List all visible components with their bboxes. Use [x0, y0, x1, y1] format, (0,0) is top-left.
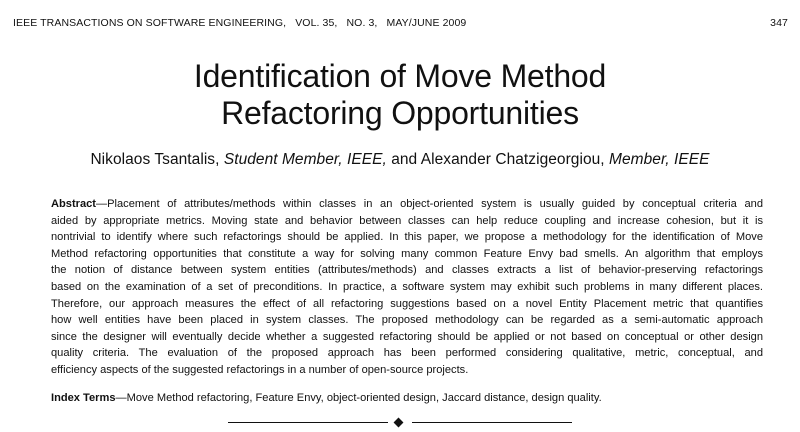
separator-rule-left: [228, 422, 388, 423]
author-connector: and: [386, 151, 421, 168]
diamond-icon: [394, 418, 404, 428]
abstract-line: Therefore, our approach measures the effect of all refactoring suggestions based on a novel Entity Placement metric that quantifies: [51, 297, 763, 310]
abstract-line: aided by appropriate metrics. Moving state and behavior between classes can help reduce coupling and increase cohesion, but it is: [51, 214, 763, 227]
separator-rule-right: [412, 422, 572, 423]
abstract-line: based on the examination of a set of preconditions. In practice, a software system may exhibit such problems in many different places.: [51, 280, 763, 293]
title-line-1: Identification of Move Method: [193, 58, 607, 94]
index-terms-text: —Move Method refactoring, Feature Envy, object-oriented design, Jaccard distance, design quality.: [115, 392, 602, 404]
author-1-role: Student Member, IEEE,: [223, 151, 387, 168]
abstract-line: how well entities have been placed in system classes. The proposed methodology can be regarded as a semi-automatic approach: [51, 314, 763, 327]
abstract-line: [51, 196, 763, 213]
index-terms: [51, 390, 763, 406]
abstract-label: Abstract: [51, 198, 97, 210]
abstract-line: quality criteria. The evaluation of the proposed approach has been performed considering qualitative, metric, conceptual, and: [51, 347, 763, 360]
abstract: [51, 196, 763, 379]
abstract-line: efficiency aspects of the suggested refactorings in a number of open-source projects.: [51, 363, 469, 376]
title-line-2: Refactoring Opportunities: [221, 95, 579, 131]
paper-title: [0, 58, 800, 132]
page-number: 347: [770, 17, 788, 29]
journal-header: IEEE TRANSACTIONS ON SOFTWARE ENGINEERING, VOL. 35, NO. 3, MAY/JUNE 2009: [13, 17, 467, 29]
author-1-name: Nikolaos Tsantalis,: [90, 151, 220, 168]
abstract-line: since the designer will eventually decide whether a suggested refactoring should be applied or not based on conceptual or other design: [51, 330, 763, 343]
running-head: [13, 16, 788, 30]
author-2-name: Alexander Chatzigeorgiou,: [420, 151, 605, 168]
abstract-line: nontrivial to identify where such refactorings should be applied. In this paper, we propose a methodology for the identification of Move: [51, 231, 763, 244]
abstract-line-text: —Placement of attributes/methods within classes in an object-oriented system is usually guided by conceptual criteria and: [96, 198, 763, 210]
index-terms-label: Index Terms: [51, 392, 116, 404]
author-2-role: Member, IEEE: [609, 151, 710, 168]
abstract-line: the notion of distance between system entities (attributes/methods) and classes extracts a list of behavior-preserving refactorings: [51, 264, 763, 277]
section-separator: [228, 415, 572, 429]
abstract-line: Method refactoring opportunities that constitute a way for solving many common Feature Envy bad smells. An algorithm that employs: [51, 247, 763, 260]
author-line: [0, 150, 800, 170]
